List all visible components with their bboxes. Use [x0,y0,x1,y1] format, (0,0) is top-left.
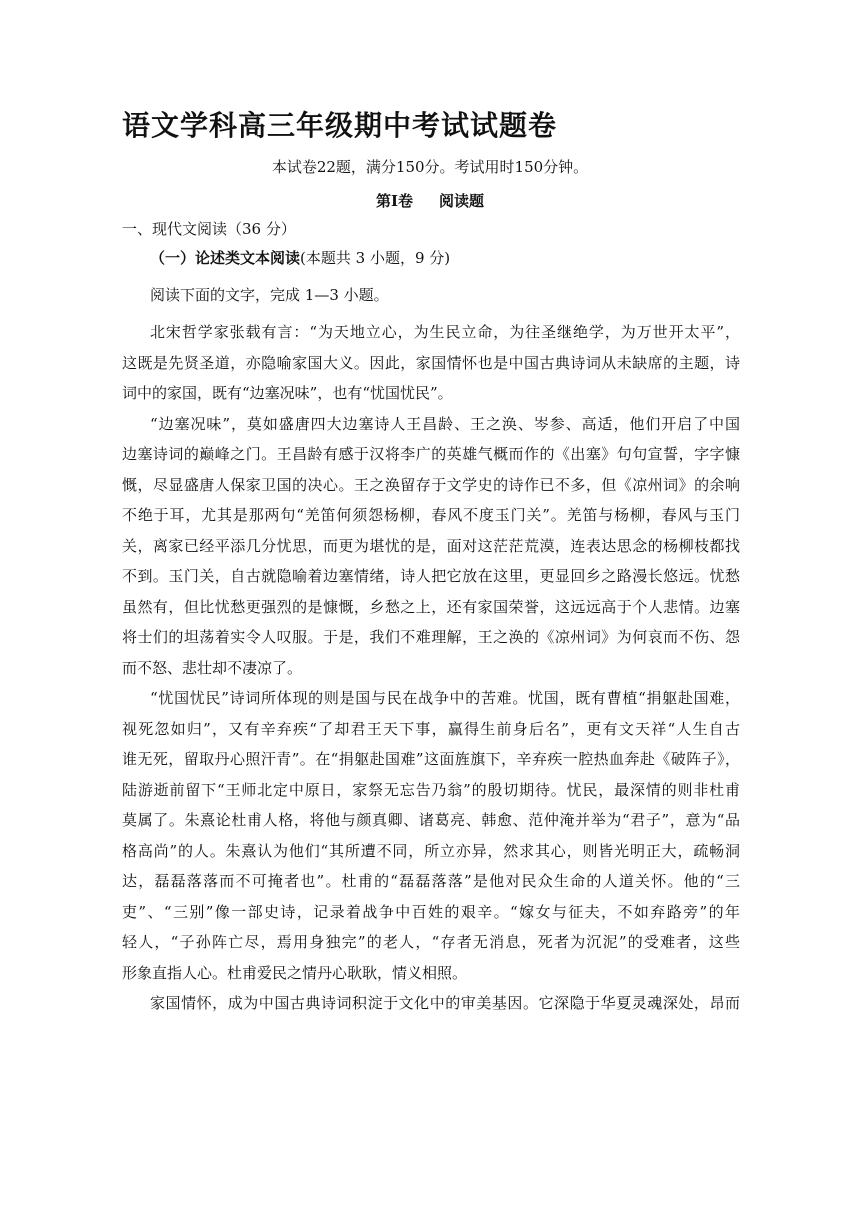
part-name: 阅读题 [439,192,485,210]
subsection-heading [150,247,450,268]
passage-line: 格高尚”的人。朱熹认为他们“其所遭不同，所立亦异，然求其心，则皆光明正大，疏畅洞 [122,841,740,860]
subsection-note: (本题共 3 小题，9 分) [300,249,451,267]
passage-line: 北宋哲学家张载有言：“为天地立心，为生民立命，为往圣继绝学，为万世开太平”， [150,323,740,341]
section-heading: 一、现代文阅读（36 分） [122,220,296,238]
passage-line: 莫属了。朱熹论杜甫人格，将他与颜真卿、诸葛亮、韩愈、范仲淹并举为“君子”，意为“品 [122,811,740,829]
passage-line: 不到。玉门关，自古就隐喻着边塞情绪，诗人把它放在这里，更显回乡之路漫长悠远。忧愁 [122,567,740,585]
passage-line: 而不怒、悲壮却不凄凉了。 [122,658,303,677]
passage-line: 形象直指人心。杜甫爱民之情丹心耿耿，情义相照。 [122,963,468,982]
subsection-title: （一）论述类文本阅读 [150,249,301,267]
passage-line: 词中的家国，既有“边塞况味”，也有“忧国忧民”。 [122,384,453,402]
passage-line: 不绝于耳，尤其是那两句“羌笛何须怨杨柳，春风不度玉门关”。羌笛与杨柳，春风与玉门 [122,506,740,524]
part-label: 第Ⅰ卷 [375,192,413,210]
reading-instruction: 阅读下面的文字，完成 1—3 小题。 [150,286,389,304]
passage-line: 视死忽如归”，又有辛弃疾“了却君王天下事，赢得生前身后名”，更有文天祥“人生自古 [122,719,740,738]
passage-line: 达，磊磊落落而不可掩者也”。杜甫的“磊磊落落”是他对民众生命的人道关怀。他的“三 [122,872,740,890]
part-heading [0,190,860,211]
passage-line: 慨，尽显盛唐人保家卫国的决心。王之涣留存于文学史的诗作已不多，但《凉州词》的余响 [122,475,740,494]
passage-line: “忧国忧民”诗词所体现的则是国与民在战争中的苦难。忧国，既有曹植“捐躯赴国难， [150,689,740,707]
passage-body [122,317,740,1019]
passage-line: 轻人，“子孙阵亡尽，焉用身独完”的老人，“存者无消息，死者为沉泥”的受难者，这些 [122,933,740,951]
passage-line: 边塞诗词的巅峰之门。王昌龄有感于汉将李广的英雄气概而作的《出塞》句句宣誓，字字慷 [122,445,740,463]
passage-line: “边塞况味”，莫如盛唐四大边塞诗人王昌龄、王之涣、岑参、高适，他们开启了中国 [150,414,740,433]
passage-line: 虽然有，但比忧愁更强烈的是慷慨，乡愁之上，还有家国荣誉，这远远高于个人悲情。边塞 [122,597,740,616]
exam-info: 本试卷22题，满分150分。考试用时150分钟。 [271,158,589,176]
exam-title: 语文学科高三年级期中考试试题卷 [122,109,558,142]
passage-line: 谁无死，留取丹心照汗青”。在“捐躯赴国难”这面旌旗下，辛弃疾一腔热血奔赴《破阵子》， [122,750,740,768]
passage-line: 家国情怀，成为中国古典诗词积淀于文化中的审美基因。它深隐于华夏灵魂深处，昂而 [150,994,740,1012]
passage-line: 这既是先贤圣道，亦隐喻家国大义。因此，家国情怀也是中国古典诗词从未缺席的主题，诗 [122,353,740,372]
passage-line: 吏”、“三别”像一部史诗，记录着战争中百姓的艰辛。“嫁女与征夫，不如弃路旁”的年 [122,902,740,921]
passage-line: 陆游逝前留下“王师北定中原日，家祭无忘告乃翁”的殷切期待。忧民，最深情的则非杜甫 [122,780,740,799]
passage-line: 关，离家已经平添几分忧思，而更为堪忧的是，面对这茫茫荒漠，连表达思念的杨柳枝都找 [122,536,740,555]
passage-line: 将士们的坦荡着实令人叹服。于是，我们不难理解，王之涣的《凉州词》为何哀而不伤、怨 [122,628,740,646]
